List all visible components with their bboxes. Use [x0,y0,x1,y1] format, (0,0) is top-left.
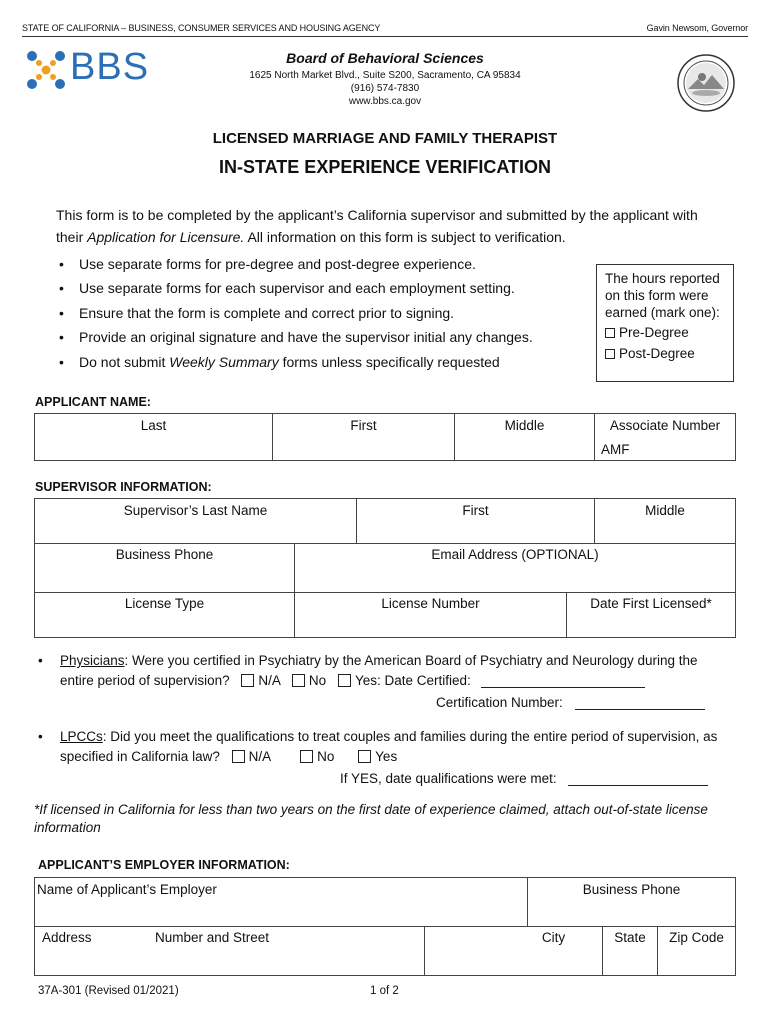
instruction-list [56,254,576,376]
supervisor-first-name-field[interactable]: First [357,499,595,543]
supervisor-middle-name-field[interactable]: Middle [645,503,685,518]
physicians-yes-checkbox[interactable] [338,674,351,687]
bbs-logo-text: BBS [70,46,150,88]
qualifications-date-row: If YES, date qualifications were met: [340,771,708,786]
employer-zip-field[interactable]: Zip Code [669,930,724,945]
agency-name: STATE OF CALIFORNIA – BUSINESS, CONSUMER SERVICES AND HOUSING AGENCY [22,23,381,33]
employer-name-field[interactable]: Name of Applicant’s Employer [35,878,528,926]
board-website[interactable]: www.bbs.ca.gov [348,96,422,107]
associate-number-prefix: AMF [601,442,630,457]
form-id: 37A-301 (Revised 01/2021) [38,985,179,997]
lpccs-yes-checkbox[interactable] [358,750,371,763]
physicians-label: Physicians [60,653,125,668]
lpccs-question: • LPCCs: Did you meet the qualifications to treat couples and families during the entire period of supervision, as specified in California law? N/A No Yes [38,729,718,764]
agency-header-bar [22,22,748,37]
intro-paragraph: This form is to be completed by the applicant’s California supervisor and submitted by the applicant with their Application for Licensure. All information on this form is subject to verification. [56,207,698,245]
list-item: • Do not submit Weekly Summary forms unless specifically requested [56,352,576,376]
list-item: • Use separate forms for each supervisor and each employment setting. [56,278,576,302]
form-title-line1: LICENSED MARRIAGE AND FAMILY THERAPIST [212,130,558,147]
board-phone: (916) 574-7830 [350,83,420,94]
lpccs-na-checkbox[interactable] [232,750,245,763]
lpccs-no-checkbox[interactable] [300,750,313,763]
business-phone-field[interactable]: Business Phone [35,543,295,592]
first-name-field[interactable]: First [273,414,455,460]
bbs-logo-mark-icon [26,50,66,90]
board-address: 1625 North Market Blvd., Suite S200, Sacramento, CA 95834 [249,70,521,81]
supervisor-last-name-field[interactable]: Supervisor’s Last Name [35,499,357,543]
license-number-field[interactable]: License Number [295,592,567,637]
physicians-na-checkbox[interactable] [241,674,254,687]
license-type-field[interactable]: License Type [35,592,295,637]
physicians-no-checkbox[interactable] [292,674,305,687]
post-degree-checkbox[interactable] [605,349,615,359]
form-title-line2: IN-STATE EXPERIENCE VERIFICATION [218,157,552,177]
pre-degree-option[interactable]: Pre-Degree [605,323,725,342]
list-item: • Provide an original signature and have the supervisor initial any changes. [56,327,576,351]
date-certified-input[interactable] [481,673,645,688]
page-number: 1 of 2 [370,985,399,997]
pre-degree-checkbox[interactable] [605,328,615,338]
employer-table [34,877,736,976]
post-degree-option[interactable]: Post-Degree [605,344,725,363]
employer-city-field[interactable]: City [425,926,603,975]
list-item: • Use separate forms for pre-degree and post-degree experience. [56,254,576,278]
middle-name-field[interactable]: Middle [455,414,595,460]
hours-type-prompt: The hours reported on this form were earned (mark one): [605,271,720,320]
last-name-field[interactable]: Last [35,414,273,460]
employer-state-field[interactable]: State [603,926,658,975]
employer-address-field[interactable]: Address Number and Street [35,926,425,975]
applicant-name-table [34,413,736,461]
supervisor-heading: SUPERVISOR INFORMATION: [35,480,212,494]
date-first-licensed-field[interactable]: Date First Licensed* [590,596,712,611]
list-item: • Ensure that the form is complete and correct prior to signing. [56,303,576,327]
hours-type-box [596,264,734,382]
certification-number-input[interactable] [575,695,705,710]
applicant-name-heading: APPLICANT NAME: [35,395,151,409]
email-field[interactable]: Email Address (OPTIONAL) [431,547,599,562]
board-name: Board of Behavioral Sciences [286,50,484,66]
physicians-question: • Physicians: Were you certified in Psychiatry by the American Board of Psychiatry and Neurology during the entire period of supervision? N/A No Yes: Date Certified: [38,653,698,688]
associate-number-field[interactable]: Associate Number AMF [601,418,721,457]
employer-heading: APPLICANT’S EMPLOYER INFORMATION: [38,858,290,872]
out-of-state-footnote: *If licensed in California for less than two years on the first date of experience claimed, attach out-of-state license information [34,802,708,835]
qualifications-date-input[interactable] [568,771,708,786]
governor-name: Gavin Newsom, Governor [646,23,748,33]
bbs-logo [26,46,176,90]
certification-number-row: Certification Number: [436,695,705,710]
supervisor-table [34,498,736,638]
state-seal-icon [676,53,736,113]
lpccs-label: LPCCs [60,729,103,744]
employer-phone-field[interactable]: Business Phone [582,882,681,897]
